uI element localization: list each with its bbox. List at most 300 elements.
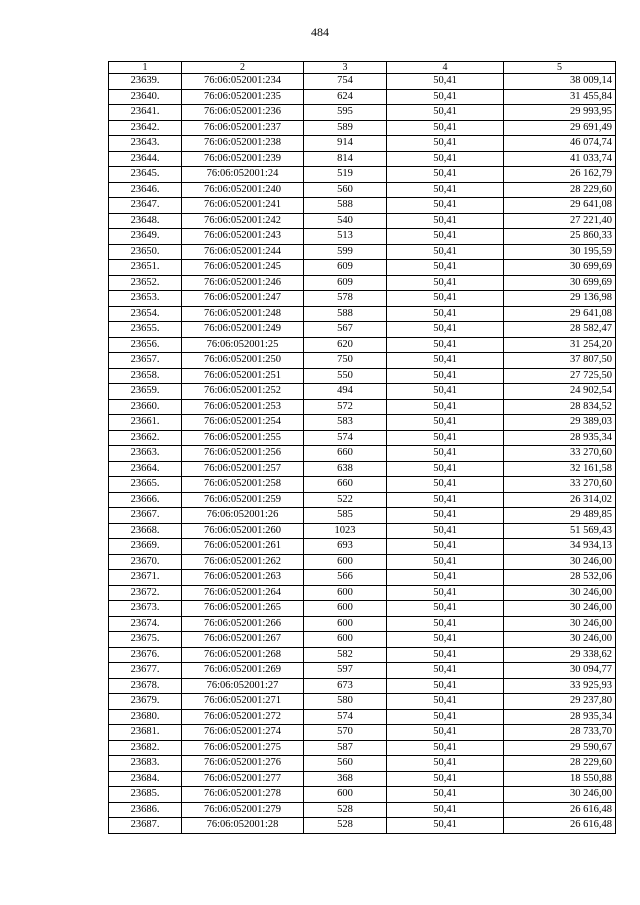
cadastral-number-cell: 76:06:052001:268 [182, 647, 304, 663]
cadastral-number-cell: 76:06:052001:258 [182, 477, 304, 493]
table-row [109, 756, 616, 772]
area-cell: 528 [304, 818, 387, 834]
rate-cell: 50,41 [387, 74, 504, 90]
table-row [109, 585, 616, 601]
row-number-cell: 23680. [109, 709, 182, 725]
row-number-cell: 23658. [109, 368, 182, 384]
cadastral-number-cell: 76:06:052001:262 [182, 554, 304, 570]
rate-cell: 50,41 [387, 415, 504, 431]
rate-cell: 50,41 [387, 151, 504, 167]
area-cell: 588 [304, 306, 387, 322]
amount-cell: 29 993,95 [504, 105, 616, 121]
area-cell: 600 [304, 616, 387, 632]
amount-cell: 29 389,03 [504, 415, 616, 431]
row-number-cell: 23650. [109, 244, 182, 260]
row-number-cell: 23655. [109, 322, 182, 338]
row-number-cell: 23673. [109, 601, 182, 617]
cadastral-number-cell: 76:06:052001:236 [182, 105, 304, 121]
table-row [109, 213, 616, 229]
table-row [109, 787, 616, 803]
row-number-cell: 23683. [109, 756, 182, 772]
row-number-cell: 23645. [109, 167, 182, 183]
area-cell: 570 [304, 725, 387, 741]
area-cell: 567 [304, 322, 387, 338]
rate-cell: 50,41 [387, 771, 504, 787]
cadastral-number-cell: 76:06:052001:239 [182, 151, 304, 167]
cadastral-number-cell: 76:06:052001:241 [182, 198, 304, 214]
area-cell: 519 [304, 167, 387, 183]
rate-cell: 50,41 [387, 570, 504, 586]
row-number-cell: 23675. [109, 632, 182, 648]
rate-cell: 50,41 [387, 353, 504, 369]
amount-cell: 33 270,60 [504, 477, 616, 493]
row-number-cell: 23678. [109, 678, 182, 694]
area-cell: 585 [304, 508, 387, 524]
amount-cell: 29 136,98 [504, 291, 616, 307]
rate-cell: 50,41 [387, 709, 504, 725]
area-cell: 588 [304, 198, 387, 214]
rate-cell: 50,41 [387, 260, 504, 276]
row-number-cell: 23667. [109, 508, 182, 524]
cadastral-number-cell: 76:06:052001:276 [182, 756, 304, 772]
area-cell: 620 [304, 337, 387, 353]
area-cell: 528 [304, 802, 387, 818]
rate-cell: 50,41 [387, 275, 504, 291]
table-row [109, 260, 616, 276]
amount-cell: 46 074,74 [504, 136, 616, 152]
row-number-cell: 23677. [109, 663, 182, 679]
rate-cell: 50,41 [387, 802, 504, 818]
column-header-5: 5 [504, 62, 616, 74]
row-number-cell: 23656. [109, 337, 182, 353]
table-row [109, 151, 616, 167]
area-cell: 600 [304, 554, 387, 570]
row-number-cell: 23641. [109, 105, 182, 121]
row-number-cell: 23679. [109, 694, 182, 710]
row-number-cell: 23686. [109, 802, 182, 818]
area-cell: 1023 [304, 523, 387, 539]
amount-cell: 32 161,58 [504, 461, 616, 477]
area-cell: 624 [304, 89, 387, 105]
area-cell: 599 [304, 244, 387, 260]
cadastral-number-cell: 76:06:052001:271 [182, 694, 304, 710]
table-row [109, 709, 616, 725]
table-row [109, 415, 616, 431]
rate-cell: 50,41 [387, 229, 504, 245]
area-cell: 583 [304, 415, 387, 431]
area-cell: 914 [304, 136, 387, 152]
table-row [109, 136, 616, 152]
table-row [109, 663, 616, 679]
rate-cell: 50,41 [387, 554, 504, 570]
cadastral-number-cell: 76:06:052001:279 [182, 802, 304, 818]
amount-cell: 30 246,00 [504, 554, 616, 570]
amount-cell: 25 860,33 [504, 229, 616, 245]
row-number-cell: 23682. [109, 740, 182, 756]
table-row [109, 322, 616, 338]
row-number-cell: 23664. [109, 461, 182, 477]
amount-cell: 26 162,79 [504, 167, 616, 183]
row-number-cell: 23670. [109, 554, 182, 570]
cadastral-number-cell: 76:06:052001:277 [182, 771, 304, 787]
cadastral-number-cell: 76:06:052001:237 [182, 120, 304, 136]
cadastral-number-cell: 76:06:052001:234 [182, 74, 304, 90]
cadastral-number-cell: 76:06:052001:264 [182, 585, 304, 601]
amount-cell: 28 582,47 [504, 322, 616, 338]
table-row [109, 105, 616, 121]
table-row [109, 120, 616, 136]
cadastral-number-cell: 76:06:052001:255 [182, 430, 304, 446]
area-cell: 572 [304, 399, 387, 415]
table-row [109, 244, 616, 260]
row-number-cell: 23669. [109, 539, 182, 555]
rate-cell: 50,41 [387, 306, 504, 322]
table-row [109, 430, 616, 446]
row-number-cell: 23644. [109, 151, 182, 167]
cadastral-number-cell: 76:06:052001:274 [182, 725, 304, 741]
cadastral-number-cell: 76:06:052001:245 [182, 260, 304, 276]
row-number-cell: 23647. [109, 198, 182, 214]
rate-cell: 50,41 [387, 632, 504, 648]
table-row [109, 508, 616, 524]
cadastral-number-cell: 76:06:052001:252 [182, 384, 304, 400]
row-number-cell: 23653. [109, 291, 182, 307]
area-cell: 574 [304, 430, 387, 446]
row-number-cell: 23646. [109, 182, 182, 198]
amount-cell: 28 935,34 [504, 430, 616, 446]
page-number: 484 [311, 25, 329, 39]
amount-cell: 27 725,50 [504, 368, 616, 384]
rate-cell: 50,41 [387, 678, 504, 694]
amount-cell: 24 902,54 [504, 384, 616, 400]
cadastral-number-cell: 76:06:052001:25 [182, 337, 304, 353]
cadastral-number-cell: 76:06:052001:27 [182, 678, 304, 694]
row-number-cell: 23685. [109, 787, 182, 803]
row-number-cell: 23681. [109, 725, 182, 741]
rate-cell: 50,41 [387, 725, 504, 741]
area-cell: 693 [304, 539, 387, 555]
row-number-cell: 23649. [109, 229, 182, 245]
area-cell: 513 [304, 229, 387, 245]
column-header-1: 1 [109, 62, 182, 74]
rate-cell: 50,41 [387, 663, 504, 679]
rate-cell: 50,41 [387, 182, 504, 198]
cadastral-number-cell: 76:06:052001:243 [182, 229, 304, 245]
table-row [109, 694, 616, 710]
header-row [109, 62, 616, 74]
cadastral-number-cell: 76:06:052001:278 [182, 787, 304, 803]
amount-cell: 30 195,59 [504, 244, 616, 260]
amount-cell: 26 616,48 [504, 802, 616, 818]
table-row [109, 74, 616, 90]
rate-cell: 50,41 [387, 508, 504, 524]
rate-cell: 50,41 [387, 787, 504, 803]
rate-cell: 50,41 [387, 105, 504, 121]
area-cell: 589 [304, 120, 387, 136]
cadastral-number-cell: 76:06:052001:254 [182, 415, 304, 431]
amount-cell: 29 590,67 [504, 740, 616, 756]
rate-cell: 50,41 [387, 818, 504, 834]
area-cell: 574 [304, 709, 387, 725]
rate-cell: 50,41 [387, 89, 504, 105]
rate-cell: 50,41 [387, 647, 504, 663]
row-number-cell: 23674. [109, 616, 182, 632]
amount-cell: 33 925,93 [504, 678, 616, 694]
table-row [109, 368, 616, 384]
amount-cell: 34 934,13 [504, 539, 616, 555]
table-row [109, 740, 616, 756]
rate-cell: 50,41 [387, 539, 504, 555]
row-number-cell: 23663. [109, 446, 182, 462]
cadastral-number-cell: 76:06:052001:257 [182, 461, 304, 477]
cadastral-number-cell: 76:06:052001:24 [182, 167, 304, 183]
amount-cell: 30 246,00 [504, 616, 616, 632]
rate-cell: 50,41 [387, 244, 504, 260]
table-row [109, 399, 616, 415]
table-row [109, 167, 616, 183]
row-number-cell: 23642. [109, 120, 182, 136]
rate-cell: 50,41 [387, 523, 504, 539]
amount-cell: 29 641,08 [504, 198, 616, 214]
row-number-cell: 23661. [109, 415, 182, 431]
amount-cell: 28 532,06 [504, 570, 616, 586]
rate-cell: 50,41 [387, 477, 504, 493]
rate-cell: 50,41 [387, 368, 504, 384]
table-row [109, 570, 616, 586]
area-cell: 566 [304, 570, 387, 586]
area-cell: 600 [304, 585, 387, 601]
column-header-2: 2 [182, 62, 304, 74]
cadastral-number-cell: 76:06:052001:265 [182, 601, 304, 617]
row-number-cell: 23662. [109, 430, 182, 446]
amount-cell: 28 733,70 [504, 725, 616, 741]
rate-cell: 50,41 [387, 198, 504, 214]
table-row [109, 275, 616, 291]
amount-cell: 18 550,88 [504, 771, 616, 787]
amount-cell: 41 033,74 [504, 151, 616, 167]
cadastral-number-cell: 76:06:052001:246 [182, 275, 304, 291]
amount-cell: 51 569,43 [504, 523, 616, 539]
rate-cell: 50,41 [387, 492, 504, 508]
row-number-cell: 23643. [109, 136, 182, 152]
amount-cell: 28 834,52 [504, 399, 616, 415]
row-number-cell: 23640. [109, 89, 182, 105]
amount-cell: 29 691,49 [504, 120, 616, 136]
amount-cell: 30 246,00 [504, 585, 616, 601]
row-number-cell: 23687. [109, 818, 182, 834]
area-cell: 600 [304, 601, 387, 617]
row-number-cell: 23665. [109, 477, 182, 493]
area-cell: 600 [304, 787, 387, 803]
area-cell: 494 [304, 384, 387, 400]
rate-cell: 50,41 [387, 446, 504, 462]
rate-cell: 50,41 [387, 616, 504, 632]
table-row [109, 198, 616, 214]
row-number-cell: 23666. [109, 492, 182, 508]
cadastral-number-cell: 76:06:052001:248 [182, 306, 304, 322]
table-row [109, 89, 616, 105]
cadastral-number-cell: 76:06:052001:269 [182, 663, 304, 679]
row-number-cell: 23672. [109, 585, 182, 601]
table-row [109, 229, 616, 245]
area-cell: 580 [304, 694, 387, 710]
area-cell: 550 [304, 368, 387, 384]
table-row [109, 632, 616, 648]
rate-cell: 50,41 [387, 756, 504, 772]
cadastral-number-cell: 76:06:052001:26 [182, 508, 304, 524]
rate-cell: 50,41 [387, 461, 504, 477]
rate-cell: 50,41 [387, 337, 504, 353]
table-row [109, 601, 616, 617]
cadastral-number-cell: 76:06:052001:249 [182, 322, 304, 338]
table-row [109, 353, 616, 369]
area-cell: 609 [304, 275, 387, 291]
cadastral-number-cell: 76:06:052001:253 [182, 399, 304, 415]
cadastral-number-cell: 76:06:052001:260 [182, 523, 304, 539]
cadastral-number-cell: 76:06:052001:267 [182, 632, 304, 648]
amount-cell: 30 094,77 [504, 663, 616, 679]
amount-cell: 27 221,40 [504, 213, 616, 229]
amount-cell: 30 246,00 [504, 632, 616, 648]
rate-cell: 50,41 [387, 430, 504, 446]
row-number-cell: 23660. [109, 399, 182, 415]
rate-cell: 50,41 [387, 136, 504, 152]
table-row [109, 678, 616, 694]
amount-cell: 29 338,62 [504, 647, 616, 663]
amount-cell: 30 246,00 [504, 787, 616, 803]
rate-cell: 50,41 [387, 601, 504, 617]
table-row [109, 725, 616, 741]
rate-cell: 50,41 [387, 694, 504, 710]
row-number-cell: 23684. [109, 771, 182, 787]
cadastral-number-cell: 76:06:052001:263 [182, 570, 304, 586]
rate-cell: 50,41 [387, 585, 504, 601]
cadastral-number-cell: 76:06:052001:261 [182, 539, 304, 555]
area-cell: 609 [304, 260, 387, 276]
amount-cell: 26 616,48 [504, 818, 616, 834]
table-row [109, 182, 616, 198]
rate-cell: 50,41 [387, 213, 504, 229]
area-cell: 673 [304, 678, 387, 694]
area-cell: 540 [304, 213, 387, 229]
amount-cell: 28 229,60 [504, 756, 616, 772]
amount-cell: 37 807,50 [504, 353, 616, 369]
row-number-cell: 23639. [109, 74, 182, 90]
cadastral-number-cell: 76:06:052001:235 [182, 89, 304, 105]
amount-cell: 28 935,34 [504, 709, 616, 725]
amount-cell: 38 009,14 [504, 74, 616, 90]
table-row [109, 771, 616, 787]
row-number-cell: 23657. [109, 353, 182, 369]
table-row [109, 291, 616, 307]
cadastral-number-cell: 76:06:052001:250 [182, 353, 304, 369]
amount-cell: 26 314,02 [504, 492, 616, 508]
table-row [109, 802, 616, 818]
area-cell: 522 [304, 492, 387, 508]
area-cell: 660 [304, 477, 387, 493]
table-body [109, 74, 616, 834]
area-cell: 587 [304, 740, 387, 756]
rate-cell: 50,41 [387, 120, 504, 136]
area-cell: 595 [304, 105, 387, 121]
area-cell: 597 [304, 663, 387, 679]
area-cell: 814 [304, 151, 387, 167]
rate-cell: 50,41 [387, 291, 504, 307]
area-cell: 368 [304, 771, 387, 787]
table-row [109, 523, 616, 539]
row-number-cell: 23676. [109, 647, 182, 663]
amount-cell: 29 237,80 [504, 694, 616, 710]
area-cell: 638 [304, 461, 387, 477]
rate-cell: 50,41 [387, 740, 504, 756]
area-cell: 582 [304, 647, 387, 663]
table-row [109, 384, 616, 400]
table-row [109, 818, 616, 834]
area-cell: 754 [304, 74, 387, 90]
cadastral-number-cell: 76:06:052001:259 [182, 492, 304, 508]
area-cell: 560 [304, 182, 387, 198]
amount-cell: 28 229,60 [504, 182, 616, 198]
table-row [109, 647, 616, 663]
row-number-cell: 23659. [109, 384, 182, 400]
cadastral-number-cell: 76:06:052001:251 [182, 368, 304, 384]
row-number-cell: 23668. [109, 523, 182, 539]
cadastral-number-cell: 76:06:052001:247 [182, 291, 304, 307]
cadastral-number-cell: 76:06:052001:266 [182, 616, 304, 632]
rate-cell: 50,41 [387, 384, 504, 400]
amount-cell: 29 641,08 [504, 306, 616, 322]
data-table [108, 61, 616, 834]
area-cell: 660 [304, 446, 387, 462]
area-cell: 578 [304, 291, 387, 307]
table-row [109, 461, 616, 477]
cadastral-number-cell: 76:06:052001:238 [182, 136, 304, 152]
cadastral-number-cell: 76:06:052001:240 [182, 182, 304, 198]
column-header-3: 3 [304, 62, 387, 74]
cadastral-number-cell: 76:06:052001:275 [182, 740, 304, 756]
table-row [109, 446, 616, 462]
rate-cell: 50,41 [387, 322, 504, 338]
amount-cell: 30 699,69 [504, 260, 616, 276]
amount-cell: 30 246,00 [504, 601, 616, 617]
row-number-cell: 23651. [109, 260, 182, 276]
rate-cell: 50,41 [387, 399, 504, 415]
cadastral-number-cell: 76:06:052001:256 [182, 446, 304, 462]
table-header [109, 62, 616, 74]
column-header-4: 4 [387, 62, 504, 74]
row-number-cell: 23652. [109, 275, 182, 291]
amount-cell: 31 254,20 [504, 337, 616, 353]
cadastral-number-cell: 76:06:052001:272 [182, 709, 304, 725]
table-row [109, 306, 616, 322]
cadastral-number-cell: 76:06:052001:244 [182, 244, 304, 260]
area-cell: 560 [304, 756, 387, 772]
row-number-cell: 23671. [109, 570, 182, 586]
amount-cell: 29 489,85 [504, 508, 616, 524]
table-row [109, 554, 616, 570]
amount-cell: 33 270,60 [504, 446, 616, 462]
cadastral-number-cell: 76:06:052001:28 [182, 818, 304, 834]
rate-cell: 50,41 [387, 167, 504, 183]
table-row [109, 337, 616, 353]
amount-cell: 31 455,84 [504, 89, 616, 105]
table-row [109, 477, 616, 493]
table-row [109, 539, 616, 555]
row-number-cell: 23654. [109, 306, 182, 322]
cadastral-number-cell: 76:06:052001:242 [182, 213, 304, 229]
table-row [109, 616, 616, 632]
row-number-cell: 23648. [109, 213, 182, 229]
